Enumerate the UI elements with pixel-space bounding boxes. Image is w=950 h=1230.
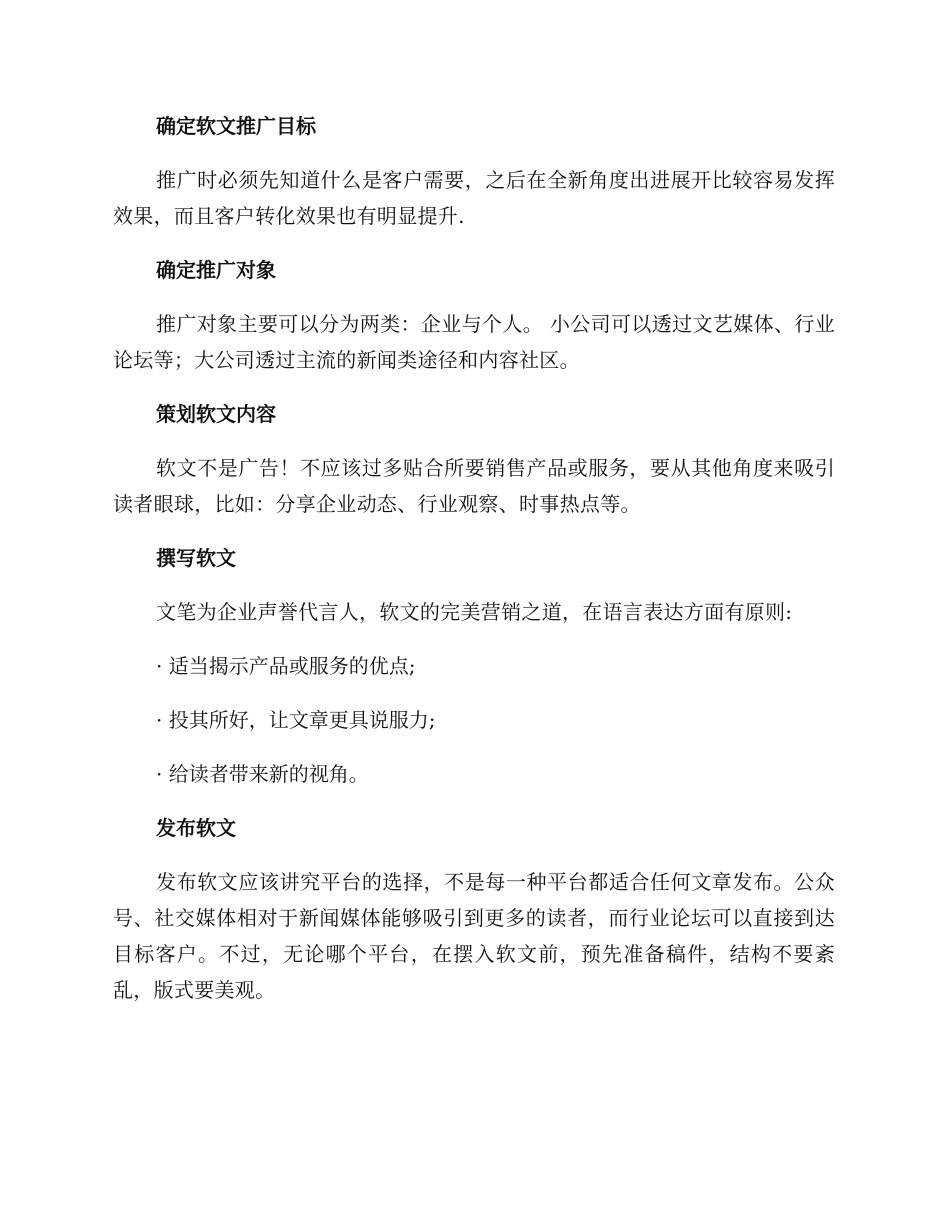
- section-heading-audience: 确定推广对象: [156, 258, 276, 282]
- section-heading-publish: 发布软文: [156, 816, 236, 840]
- bullet-item: · 投其所好，让文章更具说服力;: [156, 708, 436, 732]
- bullet-item: · 适当揭示产品或服务的优点;: [156, 654, 416, 678]
- section-paragraph-publish: 发布软文应该讲究平台的选择，不是每一种平台都适合任何文章发布。公众号、社交媒体相对于新闻媒体能够吸引到更多的读者，而行业论坛可以直接到达目标客户。不过，无论哪个平台，在摆入软文前，预先准备稿件，结构不要紊乱，版式要美观。: [113, 870, 835, 1002]
- document-page: [113, 108, 835, 1008]
- section-paragraph-audience: 推广对象主要可以分为两类：企业与个人。 小公司可以透过文艺媒体、行业论坛等；大公司透过主流的新闻类途径和内容社区。: [113, 312, 835, 372]
- section-paragraph-content: 软文不是广告！不应该过多贴合所要销售产品或服务，要从其他角度来吸引读者眼球，比如：分享企业动态、行业观察、时事热点等。: [113, 456, 835, 516]
- bullet-item: · 给读者带来新的视角。: [156, 762, 369, 786]
- section-paragraph-goal: 推广时必须先知道什么是客户需要，之后在全新角度出进展开比较容易发挥效果，而且客户转化效果也有明显提升.: [113, 168, 835, 228]
- section-heading-content: 策划软文内容: [156, 402, 276, 426]
- section-paragraph-writing: 文笔为企业声誉代言人，软文的完美营销之道，在语言表达方面有原则:: [156, 600, 793, 624]
- section-heading-goal: 确定软文推广目标: [156, 114, 316, 138]
- section-heading-writing: 撰写软文: [156, 546, 236, 570]
